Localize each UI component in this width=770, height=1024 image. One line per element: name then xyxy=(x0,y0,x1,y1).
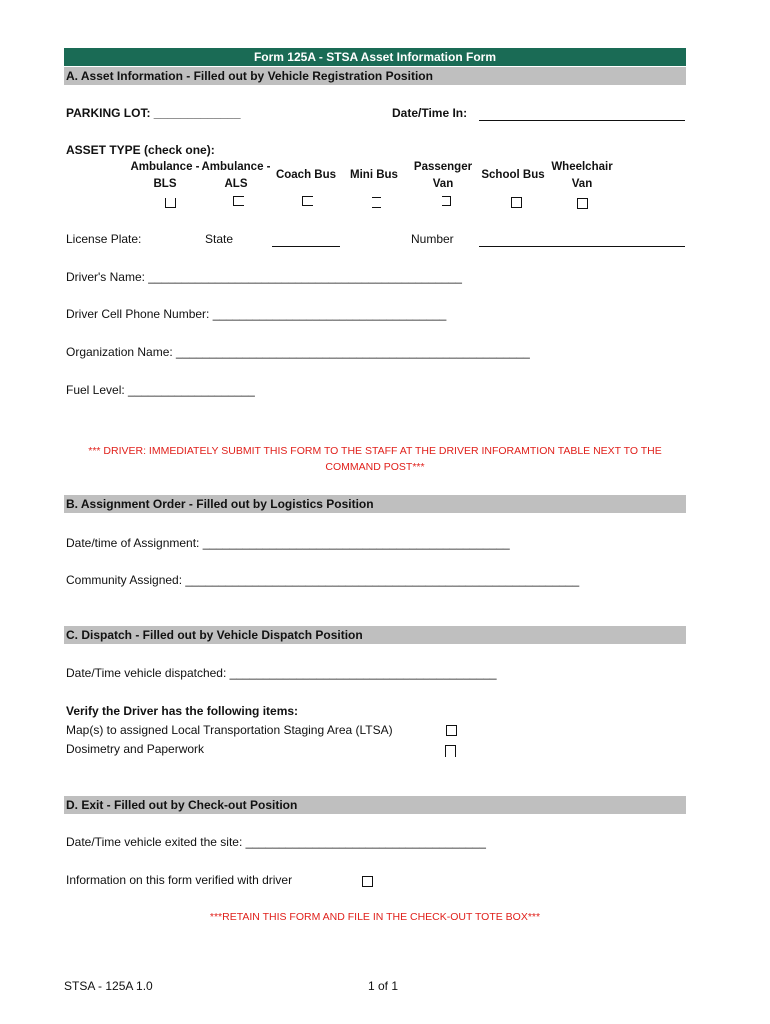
exited-field[interactable]: Date/Time vehicle exited the site: ____________________________________ xyxy=(66,835,486,849)
checkbox-ambulance-bls[interactable] xyxy=(165,198,176,208)
section-d-header: D. Exit - Filled out by Check-out Position xyxy=(64,796,686,814)
organization-field[interactable]: Organization Name: _____________________________________________________ xyxy=(66,345,530,359)
asset-option-ambulance-bls: Ambulance - BLS xyxy=(130,161,200,190)
checkbox-maps[interactable] xyxy=(446,725,457,736)
checkbox-mini-bus[interactable] xyxy=(372,197,381,198)
section-a-header: A. Asset Information - Filled out by Vehicle Registration Position xyxy=(64,67,686,85)
verify-item-maps: Map(s) to assigned Local Transportation Staging Area (LTSA) xyxy=(66,723,393,737)
form-title: Form 125A - STSA Asset Information Form xyxy=(64,48,686,66)
footer-page-number: 1 of 1 xyxy=(368,979,399,993)
footer-form-id: STSA - 125A 1.0 xyxy=(64,979,153,993)
section-b-header: B. Assignment Order - Filled out by Logistics Position xyxy=(64,495,686,513)
asset-type-label: ASSET TYPE (check one): xyxy=(66,143,215,157)
asset-option-coach-bus: Coach Bus xyxy=(275,169,337,181)
checkbox-dosimetry[interactable] xyxy=(445,745,456,757)
assignment-date-field[interactable]: Date/time of Assignment: ______________________________________________ xyxy=(66,536,510,550)
asset-option-school-bus: School Bus xyxy=(481,169,545,181)
checkbox-mini-bus-lower xyxy=(372,207,381,208)
section-c-header: C. Dispatch - Filled out by Vehicle Dispatch Position xyxy=(64,626,686,644)
driver-cell-field[interactable]: Driver Cell Phone Number: ___________________________________ xyxy=(66,307,447,321)
fuel-level-field[interactable]: Fuel Level: ___________________ xyxy=(66,383,255,397)
driver-notice-line2: COMMAND POST*** xyxy=(325,461,425,473)
checkbox-coach-bus[interactable] xyxy=(302,196,313,206)
license-plate-label: License Plate: xyxy=(66,232,142,246)
verify-item-dosimetry: Dosimetry and Paperwork xyxy=(66,742,205,756)
state-label: State xyxy=(205,232,234,246)
driver-notice-line1: *** DRIVER: IMMEDIATELY SUBMIT THIS FORM TO THE STAFF AT THE DRIVER INFORAMTION TABLE NEXT TO THE xyxy=(88,445,662,457)
asset-option-mini-bus: Mini Bus xyxy=(350,169,398,181)
number-label: Number xyxy=(411,232,454,246)
checkbox-verified[interactable] xyxy=(362,876,373,887)
verified-label: Information on this form verified with driver xyxy=(66,873,293,887)
state-field[interactable] xyxy=(272,246,340,247)
asset-option-passenger-van: Passenger Van xyxy=(413,161,473,190)
parking-lot-field[interactable]: PARKING LOT: _____________ xyxy=(66,106,241,120)
date-time-in-field[interactable] xyxy=(479,120,685,121)
number-field[interactable] xyxy=(479,246,685,247)
checkbox-passenger-van[interactable] xyxy=(442,196,451,206)
checkbox-wheelchair-van[interactable] xyxy=(577,198,588,209)
asset-option-wheelchair-van: Wheelchair Van xyxy=(551,161,613,190)
retain-notice: ***RETAIN THIS FORM AND FILE IN THE CHECK-OUT TOTE BOX*** xyxy=(209,911,541,923)
date-time-in-label: Date/Time In: xyxy=(392,106,468,120)
checkbox-school-bus[interactable] xyxy=(511,197,522,208)
community-field[interactable]: Community Assigned: ___________________________________________________________ xyxy=(66,573,580,587)
dispatched-field[interactable]: Date/Time vehicle dispatched: ________________________________________ xyxy=(66,666,497,680)
verify-label: Verify the Driver has the following items: xyxy=(66,704,299,718)
checkbox-ambulance-als[interactable] xyxy=(233,196,244,206)
drivers-name-field[interactable]: Driver's Name: _______________________________________________ xyxy=(66,270,462,284)
asset-option-ambulance-als: Ambulance - ALS xyxy=(201,161,271,190)
